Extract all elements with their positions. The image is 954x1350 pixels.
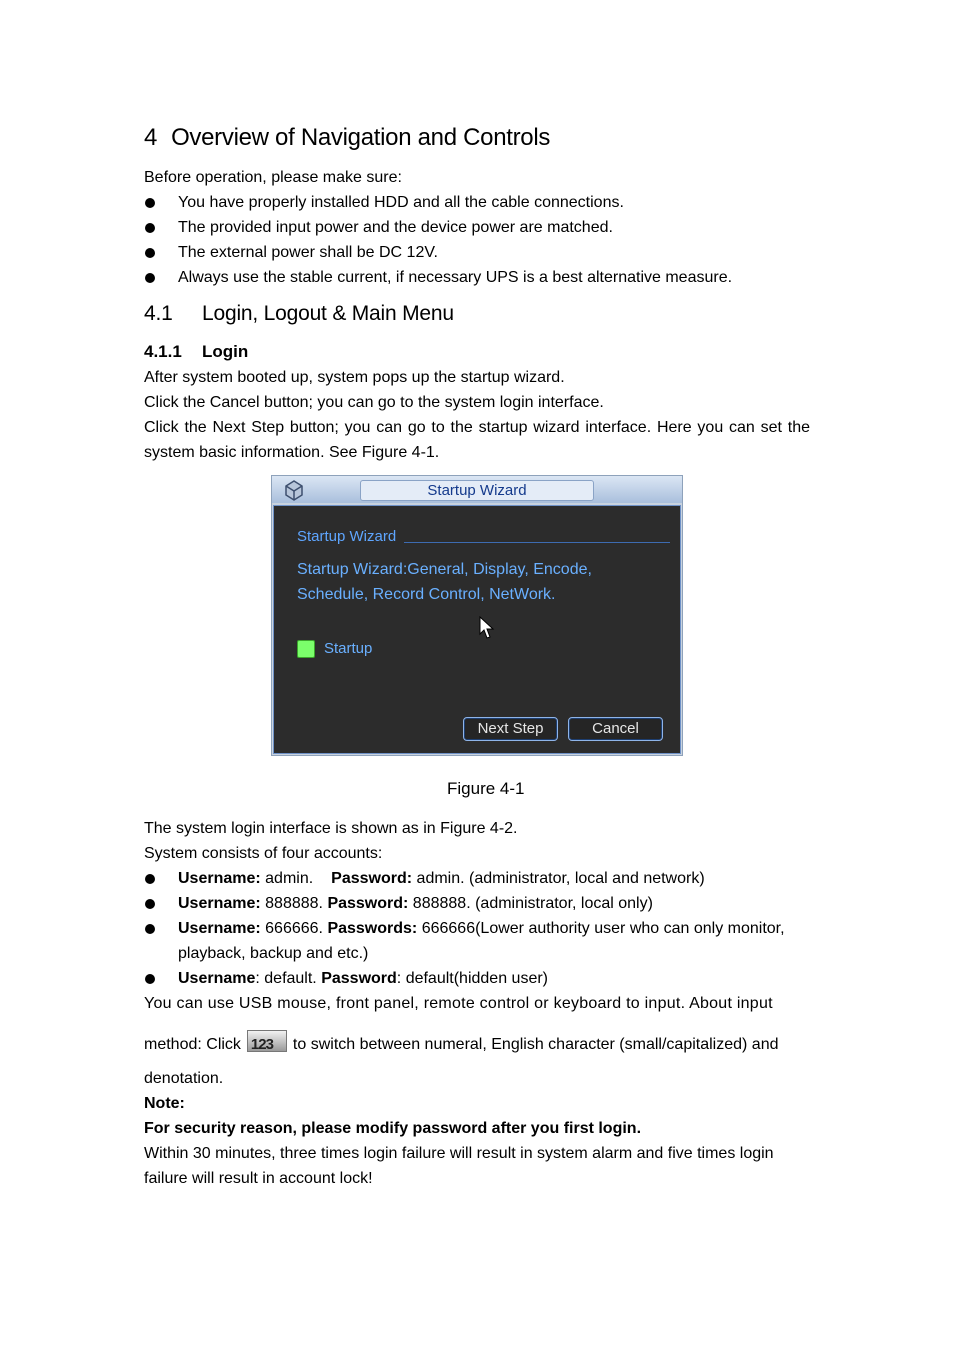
wizard-description: Startup Wizard:General, Display, Encode, Schedule, Record Control, NetWork. xyxy=(297,561,592,603)
login-para-1: After system booted up, system pops up the startup wizard. xyxy=(144,369,565,386)
numeric-input-icon: 123 xyxy=(247,1030,287,1052)
next-step-button[interactable]: Next Step xyxy=(463,717,558,741)
wizard-panel xyxy=(273,505,681,754)
bullet-icon xyxy=(145,874,155,884)
bullet-icon xyxy=(145,899,155,909)
startup-checkbox[interactable] xyxy=(297,640,315,658)
input-method-line-2: method: Click 123 to switch between numeral, English character (small/capitalized) and xyxy=(144,1030,778,1057)
subsection-heading: 4.1 Login, Logout & Main Menu xyxy=(144,302,454,325)
note-line-2: failure will result in account lock! xyxy=(144,1170,373,1187)
cancel-button[interactable]: Cancel xyxy=(568,717,663,741)
bullet-icon xyxy=(145,974,155,984)
after-figure-para-1: The system login interface is shown as in Figure 4-2. xyxy=(144,820,518,837)
bullet-icon xyxy=(145,924,155,934)
bullet-icon xyxy=(145,273,155,283)
input-method-line-1: You can use USB mouse, front panel, remote control or keyboard to input. About input xyxy=(144,995,773,1012)
app-logo-icon xyxy=(282,478,306,502)
window-titlebar xyxy=(272,476,682,503)
login-para-3: Click the Next Step button; you can go to the startup wizard interface. Here you can set the system basic information. See Figure 4-1. xyxy=(144,419,810,461)
section-number: 4 xyxy=(144,124,158,151)
note-label: Note: xyxy=(144,1095,185,1112)
after-figure-para-2: System consists of four accounts: xyxy=(144,845,383,862)
intro-text: Before operation, please make sure: xyxy=(144,169,402,186)
input-method-line-3: denotation. xyxy=(144,1070,224,1087)
mouse-pointer-icon xyxy=(479,616,495,640)
bullet-icon xyxy=(145,223,155,233)
account-item-continuation: playback, backup and etc.) xyxy=(178,945,369,962)
startup-wizard-figure xyxy=(271,475,683,756)
subsubsection-heading: 4.1.1 Login xyxy=(144,342,249,361)
startup-checkbox-label: Startup xyxy=(324,640,373,657)
bullet-icon xyxy=(145,198,155,208)
window-title: Startup Wizard xyxy=(360,480,594,501)
section-heading xyxy=(144,124,550,152)
panel-title: Startup Wizard xyxy=(297,528,397,545)
note-bold-line: For security reason, please modify password after you first login. xyxy=(144,1120,642,1137)
bullet-icon xyxy=(145,248,155,258)
figure-caption: Figure 4-1 xyxy=(447,779,525,798)
title-divider xyxy=(404,542,670,543)
login-para-2: Click the Cancel button; you can go to the system login interface. xyxy=(144,394,604,411)
section-title: Overview of Navigation and Controls xyxy=(171,124,551,151)
note-line-1: Within 30 minutes, three times login failure will result in system alarm and five times login xyxy=(144,1145,774,1162)
